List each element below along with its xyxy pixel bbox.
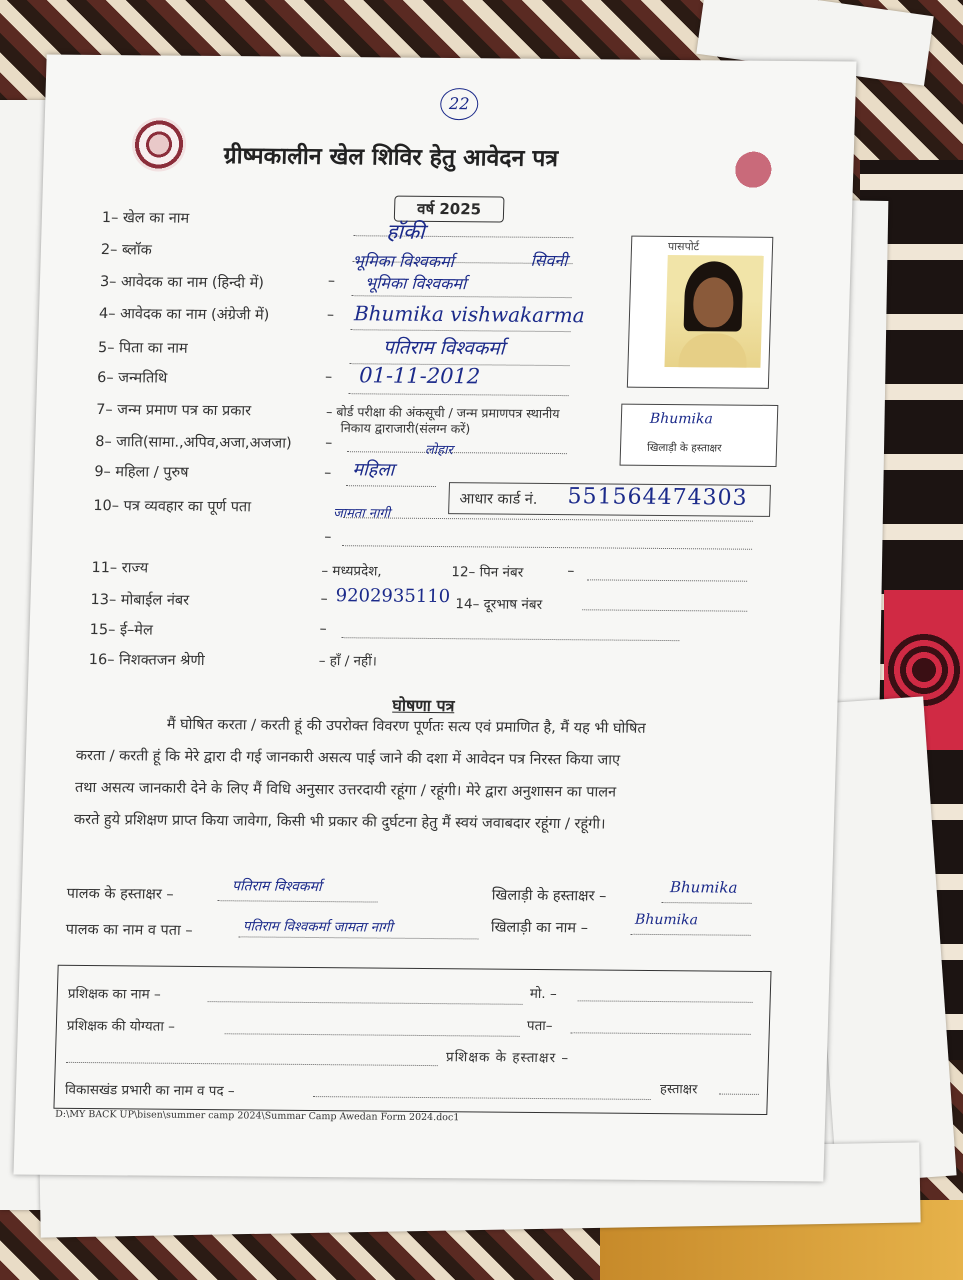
block-officer-signature-line xyxy=(719,1094,759,1095)
field-label-block: 2– ब्लॉक xyxy=(100,242,152,259)
field-label-disability: 16– निशक्तजन श्रेणी xyxy=(88,651,205,669)
field-value-caste: लोहार xyxy=(424,442,453,459)
field-label-state: 11– राज्य xyxy=(91,559,149,577)
trainer-mobile-label: मो. – xyxy=(529,985,557,1003)
trainer-address-label: पता– xyxy=(526,1017,553,1035)
trainer-qualification-line xyxy=(225,1033,520,1037)
guardian-signature-label: पालक के हस्ताक्षर – xyxy=(66,885,174,903)
field-line-gender xyxy=(346,485,436,487)
application-form-page xyxy=(13,54,856,1181)
aadhaar-box xyxy=(448,482,771,517)
field-value-disability: – हाँ / नहीं। xyxy=(318,652,378,670)
field-value-dob: 01-11-2012 xyxy=(358,363,481,389)
dash: – xyxy=(567,563,575,580)
player-signature-value: Bhumika xyxy=(649,410,714,428)
field-label-mobile: 13– मोबाईल नंबर xyxy=(90,591,190,609)
field-label-pin: 12– पिन नंबर xyxy=(451,564,524,581)
player-name-label: खिलाड़ी का नाम – xyxy=(490,919,589,937)
declaration-line-4: करते हुये प्रशिक्षण प्राप्त किया जावेगा, किसी भी प्रकार की दुर्घटना हेतु मैं स्वयं जवाबदार रहूंगा / रहूंगी। xyxy=(73,811,606,833)
dash: – xyxy=(324,465,332,482)
block-officer-signature-label: हस्ताक्षर xyxy=(659,1082,698,1098)
trainer-mobile-line xyxy=(578,1000,753,1003)
trainer-name-line xyxy=(208,1001,523,1005)
field-label-phone: 14– दूरभाष नंबर xyxy=(455,596,543,613)
field-label-gender: 9– महिला / पुरुष xyxy=(94,463,189,481)
passport-photo xyxy=(664,255,763,368)
photo-shoulders xyxy=(678,333,747,368)
field-label-sport: 1– खेल का नाम xyxy=(101,210,190,227)
field-line-address-1 xyxy=(343,517,753,522)
field-value-name-hindi-struck: भूमिका विश्वकर्मा xyxy=(352,251,455,272)
dash: – xyxy=(320,590,328,608)
field-label-email: 15– ई–मेल xyxy=(89,621,154,639)
guardian-name-value: पतिराम विश्वकर्मा जामता नागी xyxy=(242,918,393,936)
guardian-name-label: पालक का नाम व पता – xyxy=(65,921,193,939)
field-line-phone xyxy=(582,609,747,611)
declaration-line-2: करता / करती हूं कि मेरे द्वारा दी गई जानकारी असत्य पाई जाने की दशा में आवेदन पत्र निरस्त किया जाए xyxy=(75,747,621,769)
page-number-circle xyxy=(440,88,479,120)
field-value-address: जामता नागी xyxy=(332,506,391,522)
player-sign-label: खिलाड़ी के हस्ताक्षर – xyxy=(491,887,607,905)
field-value-birth-certificate-line2: निकाय द्वाराजारी(संलग्न करें) xyxy=(340,420,471,437)
field-line-name-english xyxy=(351,329,571,332)
field-line-caste xyxy=(347,451,567,454)
page-number: 22 xyxy=(448,94,470,114)
player-name-line xyxy=(631,934,751,936)
declaration-line-1: मैं घोषित करता / करती हूं की उपरोक्त विवरण पूर्णतः सत्य एवं प्रमाणित है, मैं यह भी घोषित xyxy=(166,716,646,737)
field-label-father-name: 5– पिता का नाम xyxy=(97,339,188,357)
dash: – xyxy=(324,435,333,452)
photo-face xyxy=(693,277,734,327)
trainer-address-line xyxy=(571,1032,751,1035)
field-line-dob xyxy=(349,393,569,396)
player-sign-value: Bhumika xyxy=(669,878,738,897)
field-value-mobile: 9202935110 xyxy=(335,585,451,608)
guardian-signature-line xyxy=(218,900,378,902)
aadhaar-label: आधार कार्ड नं. xyxy=(459,491,538,508)
field-value-birth-certificate: – बोर्ड परीक्षा की अंकसूची / जन्म प्रमाणपत्र स्थानीय xyxy=(325,404,560,422)
field-label-name-english: 4– आवेदक का नाम (अंग्रेजी में) xyxy=(98,306,270,324)
field-value-name-hindi: भूमिका विश्वकर्मा xyxy=(364,273,467,294)
block-officer-label: विकासखंड प्रभारी का नाम व पद – xyxy=(64,1081,235,1100)
dash: – xyxy=(327,272,336,290)
field-value-name-english: Bhumika vishwakarma xyxy=(353,301,585,328)
field-value-sport: हॉकी xyxy=(386,219,425,244)
field-value-gender: महिला xyxy=(352,459,395,481)
sports-logo-icon xyxy=(723,135,783,194)
guardian-name-line xyxy=(239,936,479,939)
field-line-pin xyxy=(587,579,747,581)
field-label-name-hindi: 3– आवेदक का नाम (हिन्दी में) xyxy=(99,274,265,292)
field-label-address: 10– पत्र व्यवहार का पूर्ण पता xyxy=(93,497,252,516)
aadhaar-value: 551564474303 xyxy=(567,484,748,511)
player-name-value: Bhumika xyxy=(634,911,699,929)
guardian-signature-value: पतिराम विश्वकर्मा xyxy=(231,878,322,896)
dash: – xyxy=(324,368,333,386)
field-label-dob: 6– जन्मतिथि xyxy=(96,369,168,387)
footer-file-path: D:\MY BACK UP\bisen\summer camp 2024\Summar Camp Awedan Form 2024.doc1 xyxy=(55,1108,460,1124)
field-line-name-hindi xyxy=(352,295,572,298)
field-label-caste: 8– जाति(सामा.,अपिव,अजा,अजजा) xyxy=(94,433,292,452)
government-emblem-icon xyxy=(131,117,187,171)
field-value-state: – मध्यप्रदेश, xyxy=(321,562,382,580)
dash: – xyxy=(319,620,327,638)
player-signature-box xyxy=(620,404,779,467)
field-label-birth-certificate: 7– जन्म प्रमाण पत्र का प्रकार xyxy=(95,401,252,420)
field-line-email xyxy=(341,637,679,641)
trainer-signature-label: प्रशिक्षक के हस्ताक्षर – xyxy=(445,1049,570,1067)
trainer-name-label: प्रशिक्षक का नाम – xyxy=(67,985,162,1003)
trainer-details-box xyxy=(53,965,771,1115)
photo-label: पासपोर्ट xyxy=(667,239,700,254)
trainer-extra-line xyxy=(66,1062,438,1066)
form-title: ग्रीष्मकालीन खेल शिविर हेतु आवेदन पत्र xyxy=(223,143,559,172)
field-value-block-city: सिवनी xyxy=(530,250,568,271)
dash: – xyxy=(326,306,335,324)
block-officer-line xyxy=(313,1096,651,1100)
field-value-father-name: पतिराम विश्वकर्मा xyxy=(382,336,505,360)
declaration-line-3: तथा असत्य जानकारी देने के लिए मैं विधि अनुसार उत्तरदायी रहूंगा / रहूंगी। मेरे द्वारा अनुशासन का पालन xyxy=(74,779,617,801)
year-box: वर्ष 2025 xyxy=(394,196,505,223)
player-sign-line xyxy=(662,902,752,904)
field-line-address-2 xyxy=(342,545,752,550)
dash: – xyxy=(324,529,332,546)
passport-photo-frame xyxy=(627,236,773,389)
declaration-heading: घोषणा पत्र xyxy=(392,695,455,716)
trainer-qualification-label: प्रशिक्षक की योग्यता – xyxy=(66,1017,176,1035)
player-signature-label: खिलाड़ी के हस्ताक्षर xyxy=(646,441,722,455)
